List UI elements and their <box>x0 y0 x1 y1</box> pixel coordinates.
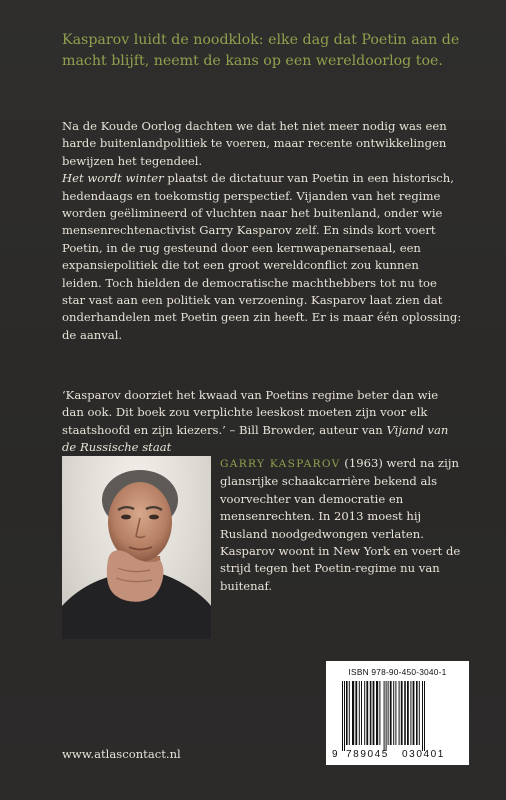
barcode-bar <box>416 681 418 745</box>
barcode-bar <box>401 681 403 745</box>
book-title: Het wordt winter <box>62 171 164 186</box>
publisher-website: www.atlascontact.nl <box>62 747 181 761</box>
barcode-bar <box>373 681 375 745</box>
barcode-bar <box>388 681 389 745</box>
author-bio <box>220 455 465 595</box>
barcode-digits-right: 030401 <box>402 749 445 760</box>
quote-text: ‘Kasparov doorziet het kwaad van Poetins regime beter dan wie dan ook. Dit boek zou verplichte leeskost moeten zijn voor elk staatshoofd en zijn kiezers.’ – Bill Browder, auteur van <box>62 388 439 437</box>
author-name: GARRY KASPAROV <box>220 458 341 470</box>
barcode-bar <box>386 681 387 751</box>
barcode-bar <box>395 681 396 745</box>
barcode-bar <box>393 681 394 745</box>
barcode-bar <box>376 681 378 745</box>
barcode-bar <box>390 681 392 745</box>
author-photo <box>62 456 211 639</box>
barcode-bar <box>344 681 345 751</box>
blurb <box>62 118 462 344</box>
barcode-bar <box>407 681 409 745</box>
author-bio-text: (1963) werd na zijn glansrijke schaakcarrière bekend als voorvechter van democratie en mensenrechten. In 2013 moest hij Rusland noodgedwongen verlaten. Kasparov woont in New York en voert de strijd tegen het Poetin-regime nu van buitenaf. <box>220 456 461 593</box>
barcode-bar <box>359 681 360 745</box>
isbn-barcode <box>326 661 469 765</box>
isbn-label: ISBN 978-90-450-3040-1 <box>348 667 447 677</box>
barcode-bar <box>355 681 357 745</box>
barcode-bar <box>364 681 365 745</box>
barcode-bar <box>424 681 425 751</box>
tagline: Kasparov luidt de noodklok: elke dag dat Poetin aan de macht blijft, neemt de kans op een wereldoorlog toe. <box>62 32 460 69</box>
barcode-bar <box>410 681 411 745</box>
barcode-bar <box>352 681 354 745</box>
blurb-paragraph-2-text: plaatst de dictatuur van Poetin in een historisch, hedendaags en toekomstig perspectief. Vijanden van het regime worden geëlimineerd of vluchten naar het buitenland, onder wie mensenrechtenactivist Garry Kasparov zelf. En sinds kort voert Poetin, in de rug gesteund door een kernwapenarsenaal, een expansiepolitiek die tot een groot wereldconflict zou kunnen leiden. Toch hielden de democratische machthebbers tot nu toe star vast aan een politiek van verzoening. Kasparov laat zien dat onderhandelen met Poetin geen zin heeft. Er is maar één oplossing: de aanval. <box>62 171 462 342</box>
barcode-bar <box>361 681 362 745</box>
barcode-bar <box>349 681 350 745</box>
barcode-digits-left: 789045 <box>346 749 389 760</box>
barcode-bar <box>413 681 415 745</box>
barcode-bar <box>379 681 380 745</box>
blurb-paragraph-2 <box>62 170 462 344</box>
author-portrait-image <box>62 456 211 639</box>
barcode-bar <box>370 681 372 745</box>
barcode-bar <box>384 681 385 751</box>
barcode-bar <box>419 681 420 745</box>
barcode-digit-first: 9 <box>332 749 340 760</box>
blurb-paragraph-1: Na de Koude Oorlog dachten we dat het niet meer nodig was een harde buitenlandpolitiek te voeren, maar recente ontwikkelingen bewijzen het tegendeel. <box>62 119 447 168</box>
barcode-bar <box>342 681 343 751</box>
barcode-bar <box>422 681 423 751</box>
quote-source-title: Vijand van de Russische staat <box>62 422 449 455</box>
barcode-bar <box>366 681 368 745</box>
barcode-bar <box>399 681 400 745</box>
barcode-bar <box>404 681 406 745</box>
barcode-bar <box>346 681 348 745</box>
review-quote <box>62 387 462 457</box>
